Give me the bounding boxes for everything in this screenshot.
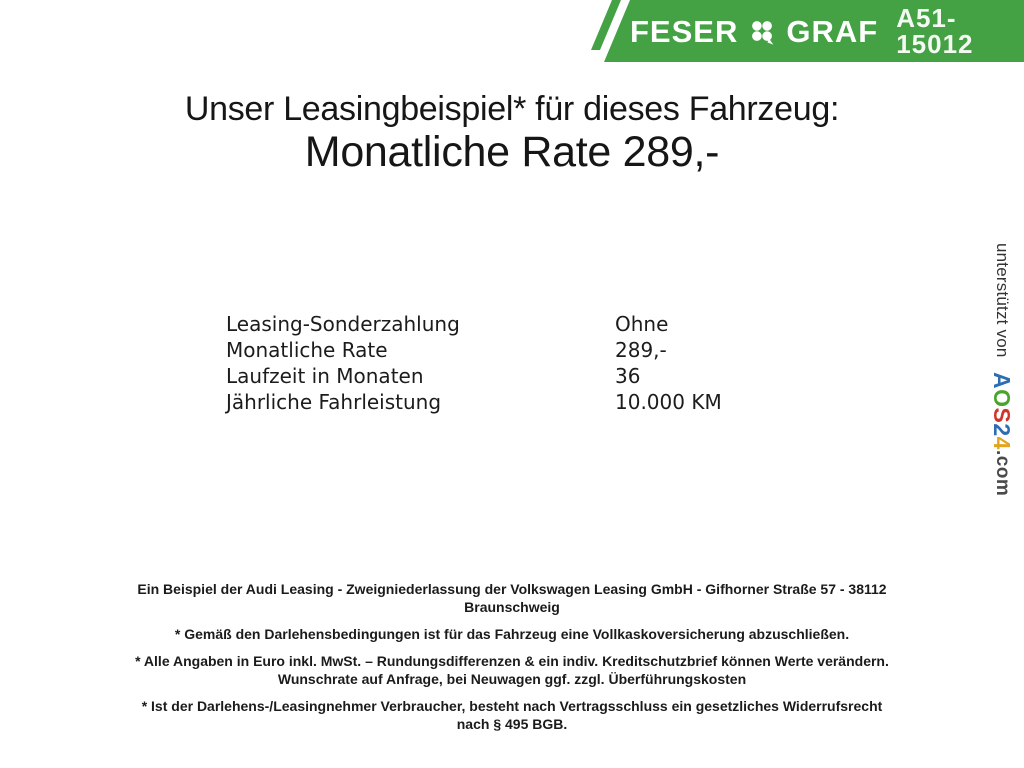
disclaimer-paragraph <box>42 653 982 689</box>
detail-label: Leasing-Sonderzahlung <box>226 312 460 336</box>
aos24-logo <box>989 362 1015 496</box>
disclaimer-line: Braunschweig <box>464 599 560 615</box>
dealer-name-left: FESER <box>630 13 739 49</box>
aos24-letter: S <box>989 407 1015 424</box>
headline-subtitle: Unser Leasingbeispiel* für dieses Fahrzeug: <box>184 90 840 128</box>
banner <box>630 0 1024 62</box>
headline-block <box>0 90 1024 175</box>
aos24-letter: 2 <box>989 423 1015 438</box>
detail-value: 36 <box>615 364 641 388</box>
detail-label: Laufzeit in Monaten <box>226 364 424 388</box>
aos24-letter: O <box>989 389 1015 408</box>
disclaimer-line: * Gemäß den Darlehensbedingungen ist für das Fahrzeug eine Vollkaskoversicherung abzuschließen. <box>174 626 850 642</box>
dealer-name-right: GRAF <box>786 13 879 49</box>
disclaimer-paragraph <box>42 626 982 644</box>
leasing-details-table <box>226 311 722 415</box>
vehicle-id-badge: A51-15012 <box>896 3 974 59</box>
detail-label: Jährliche Fahrleistung <box>226 390 442 414</box>
table-row <box>226 337 722 363</box>
table-row <box>226 389 722 415</box>
table-row <box>226 311 722 337</box>
aos24-letter: A <box>989 372 1015 390</box>
detail-value: Ohne <box>615 312 669 336</box>
detail-value: 289,- <box>615 338 667 362</box>
aos24-domain-suffix: .com <box>992 450 1013 497</box>
disclaimer-line: Wunschrate auf Anfrage, bei Neuwagen ggf. zzgl. Überführungskosten <box>277 671 747 687</box>
supported-by-sidebar <box>988 243 1015 543</box>
headline-monthly-rate: Monatliche Rate 289,- <box>304 128 720 176</box>
disclaimer-line: nach § 495 BGB. <box>456 716 568 732</box>
table-row <box>226 363 722 389</box>
detail-label: Monatliche Rate <box>226 338 388 362</box>
disclaimer-line: * Ist der Darlehens-/Leasingnehmer Verbraucher, besteht nach Vertragsschluss ein gesetzliches Widerrufsrecht <box>141 698 883 714</box>
disclaimer-paragraph <box>42 581 982 617</box>
disclaimer-line: * Alle Angaben in Euro inkl. MwSt. – Rundungsdifferenzen & ein indiv. Kreditschutzbrief können Werte verändern. <box>135 653 889 669</box>
disclaimer-footer <box>0 581 1024 743</box>
disclaimer-line: Ein Beispiel der Audi Leasing - Zweigniederlassung der Volkswagen Leasing GmbH - Gifhorner Straße 57 - 38112 <box>137 581 887 597</box>
dealer-logo <box>630 13 879 49</box>
supported-by-text: unterstützt von <box>993 243 1012 363</box>
disclaimer-paragraph <box>42 698 982 734</box>
clover-icon <box>747 16 777 46</box>
detail-value: 10.000 KM <box>615 390 722 414</box>
aos24-letter: 4 <box>989 437 1015 451</box>
